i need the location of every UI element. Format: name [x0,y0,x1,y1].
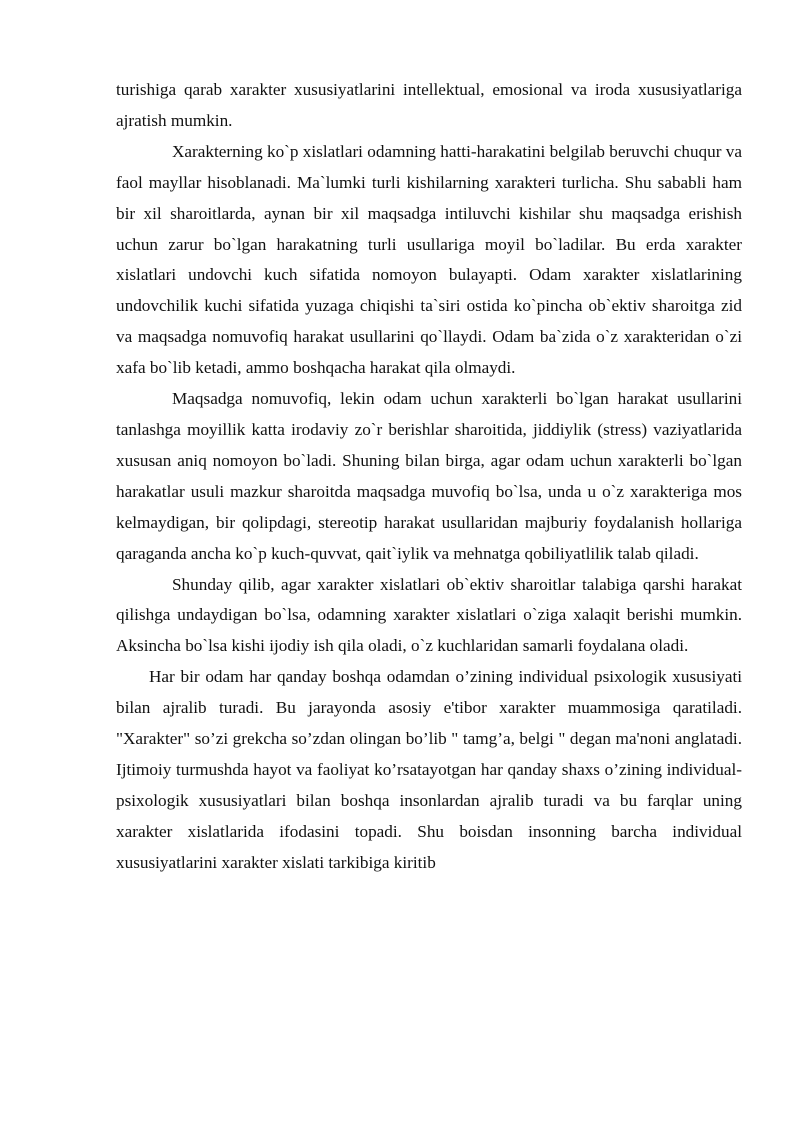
paragraph-conclusion: Shunday qilib, agar xarakter xislatlari ob`ektiv sharoitlar talabiga qarshi harakat qilishga undaydigan bo`lsa, odamning xarakter xislatlari o`ziga xalaqit berishi mumkin. Aksincha bo`lsa kishi ijodiy ish qila oladi, o`z kuchlaridan samarli foydalana oladi. [116,574,742,656]
paragraph-continuation: turishiga qarab xarakter xususiyatlarini intellektual, emosional va iroda xususiyatlariga ajratish mumkin. [116,80,742,130]
paragraph-individual-psychology: Har bir odam har qanday boshqa odamdan o’zining individual psixologik xususiyati bilan ajralib turadi. Bu jarayonda asosiy e'tibor xarakter muammosiga qaratiladi. "Xarakter" so’zi grekcha so’zdan olingan bo’lib " tamg’a, belgi " degan ma'noni anglatadi. Ijtimoiy turmushda hayot va faoliyat ko’rsatayotgan har qanday shaxs o’zining individual-psixologik xususiyatlari bilan boshqa insonlardan ajralib turadi va bu farqlar uning xarakter xislatlarida ifodasini topadi. Shu boisdan insonning barcha individual xususiyatlarini xarakter xislati tarkibiga kiritib [116,667,742,872]
document-page [116,75,742,879]
paragraph-character-traits: Xarakterning ko`p xislatlari odamning hatti-harakatini belgilab beruvchi chuqur va faol mayllar hisoblanadi. Ma`lumki turli kishilarning xarakteri turlicha. Shu sababli ham bir xil sharoitlarda, aynan bir xil maqsadga intiluvchi kishilar shu maqsadga erishish uchun zarur bo`lgan harakatning turli usullariga moyil bo`ladilar. Bu erda xarakter xislatlari undovchi kuch sifatida nomoyon bulayapti. Odam xarakter xislatlarining undovchilik kuchi sifatida yuzaga chiqishi ta`siri ostida ko`pincha ob`ektiv sharoitga zid va maqsadga nomuvofiq harakat usullarini qo`llaydi. Odam ba`zida o`z xarakteridan o`zi xafa bo`lib ketadi, ammo boshqacha harakat qila olmaydi. [116,141,742,378]
paragraph-stress-situations: Maqsadga nomuvofiq, lekin odam uchun xarakterli bo`lgan harakat usullarini tanlashga moyillik katta irodaviy zo`r berishlar sharoitida, jiddiylik (stress) vaziyatlarida xususan aniq nomoyon bo`ladi. Shuning bilan birga, agar odam uchun xarakterli bo`lgan harakatlar usuli mazkur sharoitda maqsadga muvofiq bo`lsa, unda u o`z xarakteriga mos kelmaydigan, bir qolipdagi, stereotip harakat usullaridan majburiy foydalanish hollariga qaraganda ancha ko`p kuch-quvvat, qait`iylik va mehnatga qobiliyatlilik talab qiladi. [116,389,742,563]
